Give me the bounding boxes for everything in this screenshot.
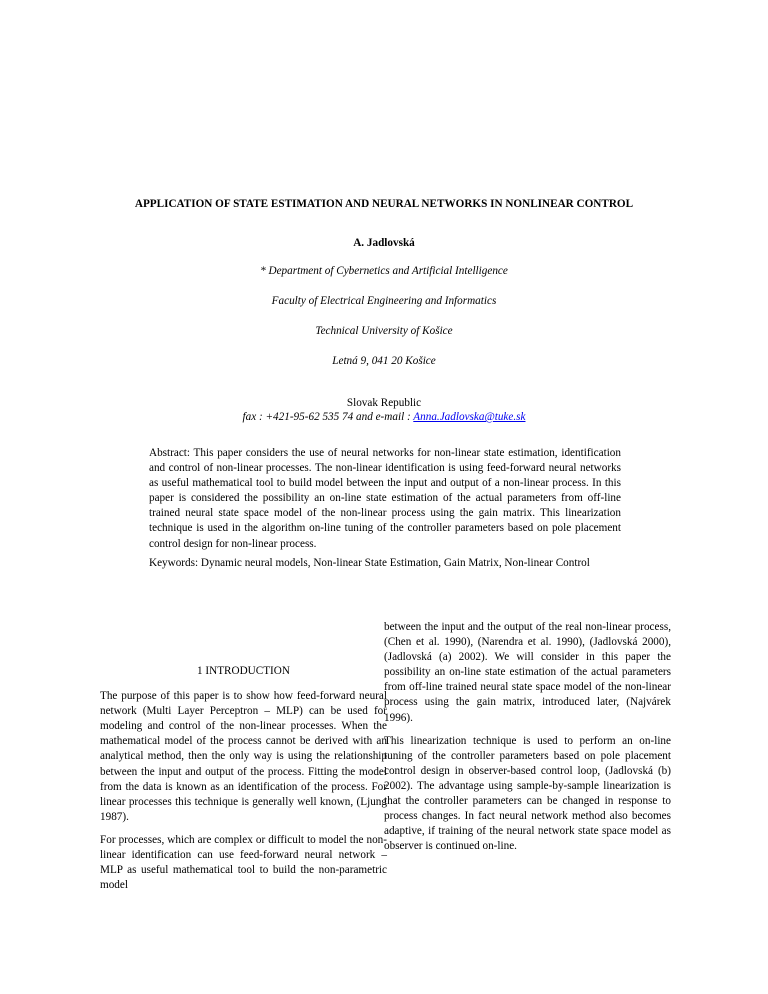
right-column bbox=[384, 620, 671, 862]
abstract: Abstract: This paper considers the use of neural networks for non-linear state estimation, identification and control of non-linear processes. The non-linear identification is using feed-forward neural networks as useful mathematical tool to build model between the input and output of a non-linear process. In this paper is considered the possibility an on-line state estimation of the actual parameters from off-line trained neural state space model of the non-linear process using the gain matrix. This linearization technique is used in the algorithm on-line tuning of the controller parameters based on pole placement control design for non-linear process. bbox=[149, 447, 621, 550]
affiliation-university: Technical University of Košice bbox=[315, 325, 453, 337]
paragraph: The purpose of this paper is to show how feed-forward neural network (Multi Layer Perceptron – MLP) can be used for modeling and control of the non-linear processes. When the mathematical model of the process cannot be derived with an analytical method, then the only way is using the relationship between the input and output of the process. Fitting the model from the data is known as an identification of the process. For linear processes this technique is generally well known, (Ljung 1987). bbox=[100, 690, 387, 823]
affiliation-faculty: Faculty of Electrical Engineering and Informatics bbox=[271, 295, 497, 307]
section-heading: 1 INTRODUCTION bbox=[197, 665, 290, 677]
paragraph: between the input and the output of the real non-linear process, (Chen et al. 1990), (Narendra et al. 1990), (Jadlovská 2000), (Jadlovská (a) 2002). We will consider in this paper the possibility an on-line state estimation of the actual parameters from off-line trained neural state space model of the non-linear process using the gain matrix, introduced later, (Najvárek 1996). bbox=[384, 621, 671, 724]
paragraph: For processes, which are complex or difficult to model the non-linear identification can use feed-forward neural network – MLP as useful mathematical tool to build the non-parametric model bbox=[100, 833, 387, 892]
left-column bbox=[100, 620, 387, 901]
affiliation-country: Slovak Republic bbox=[346, 397, 422, 409]
contact-line bbox=[0, 411, 768, 423]
contact-prefix: fax : +421-95-62 535 74 and e-mail : bbox=[242, 411, 414, 423]
affiliation-department: * Department of Cybernetics and Artificial Intelligence bbox=[260, 265, 508, 277]
affiliation-address: Letná 9, 041 20 Košice bbox=[332, 355, 436, 367]
paper-title: APPLICATION OF STATE ESTIMATION AND NEURAL NETWORKS IN NONLINEAR CONTROL bbox=[134, 198, 634, 210]
keywords: Keywords: Dynamic neural models, Non-linear State Estimation, Gain Matrix, Non-linear Control bbox=[149, 557, 590, 569]
email-link[interactable]: Anna.Jadlovska@tuke.sk bbox=[413, 411, 526, 423]
paragraph: This linearization technique is used to perform an on-line tuning of the controller parameters based on pole placement control design in observer-based control loop, (Jadlovská (b) 2002). The advantage using sample-by-sample linearization is that the controller parameters can be changed in response to process changes. In fact neural network method also becomes adaptive, if training of the neural network state space model as observer is continued on-line. bbox=[384, 734, 671, 853]
author-name: A. Jadlovská bbox=[353, 237, 415, 249]
